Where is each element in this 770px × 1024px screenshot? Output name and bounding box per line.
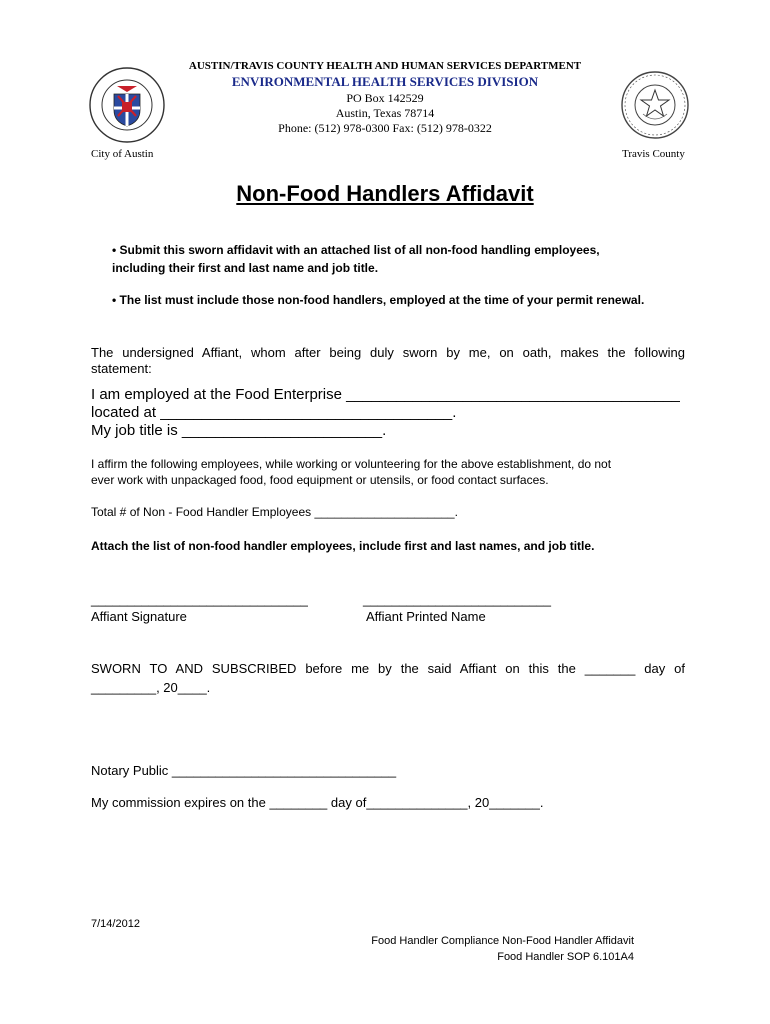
affirm-line-1: I affirm the following employees, while working or volunteering for the above establishment, do not <box>91 457 612 471</box>
footer-doc-code: Food Handler SOP 6.101A4 <box>497 951 634 963</box>
food-enterprise-field[interactable]: I am employed at the Food Enterprise ________________________________________ <box>91 386 680 403</box>
footer-doc-title: Food Handler Compliance Non-Food Handler Affidavit <box>371 935 634 947</box>
attach-instruction: Attach the list of non-food handler employees, include first and last names, and job title. <box>91 539 595 553</box>
affirm-line-2: ever work with unpackaged food, food equipment or utensils, or food contact surfaces. <box>91 473 549 487</box>
commission-expires-field[interactable]: My commission expires on the ________ day of______________, 20_______. <box>91 795 544 810</box>
affiant-signature-line[interactable]: ______________________________ <box>91 592 308 607</box>
bullet-1-line-2: including their first and last name and job title. <box>112 261 379 275</box>
page-title: Non-Food Handlers Affidavit <box>236 181 534 206</box>
job-title-field[interactable]: My job title is ________________________. <box>91 422 387 439</box>
located-at-field[interactable]: located at ___________________________________. <box>91 404 457 421</box>
phone-fax: Phone: (512) 978-0300 Fax: (512) 978-0322 <box>278 121 492 135</box>
footer-date: 7/14/2012 <box>91 918 140 930</box>
bullet-2: • The list must include those non-food handlers, employed at the time of your permit renewal. <box>112 293 645 307</box>
city-state: Austin, Texas 78714 <box>335 106 435 120</box>
statement-line-1: The undersigned Affiant, whom after being duly sworn by me, on oath, makes the following <box>91 345 685 360</box>
total-employees-field[interactable]: Total # of Non - Food Handler Employees _____________________. <box>91 505 458 519</box>
right-seal-caption: Travis County <box>622 148 685 160</box>
division-name: ENVIRONMENTAL HEALTH SERVICES DIVISION <box>231 74 539 89</box>
affiant-printed-name-line[interactable]: __________________________ <box>363 592 551 607</box>
department-name: AUSTIN/TRAVIS COUNTY HEALTH AND HUMAN SERVICES DEPARTMENT <box>188 60 582 72</box>
sworn-line-2[interactable]: _________, 20____. <box>91 680 211 695</box>
statement-line-2: statement: <box>91 361 152 376</box>
notary-public-field[interactable]: Notary Public _______________________________ <box>91 763 397 778</box>
po-box: PO Box 142529 <box>346 91 424 105</box>
left-seal-caption: City of Austin <box>91 148 154 160</box>
affiant-signature-label: Affiant Signature <box>91 609 187 624</box>
affiant-printed-name-label: Affiant Printed Name <box>366 609 486 624</box>
sworn-line-1[interactable]: SWORN TO AND SUBSCRIBED before me by the said Affiant on this the _______ day of <box>91 661 685 676</box>
bullet-1-line-1: • Submit this sworn affidavit with an attached list of all non-food handling employees, <box>112 243 600 257</box>
